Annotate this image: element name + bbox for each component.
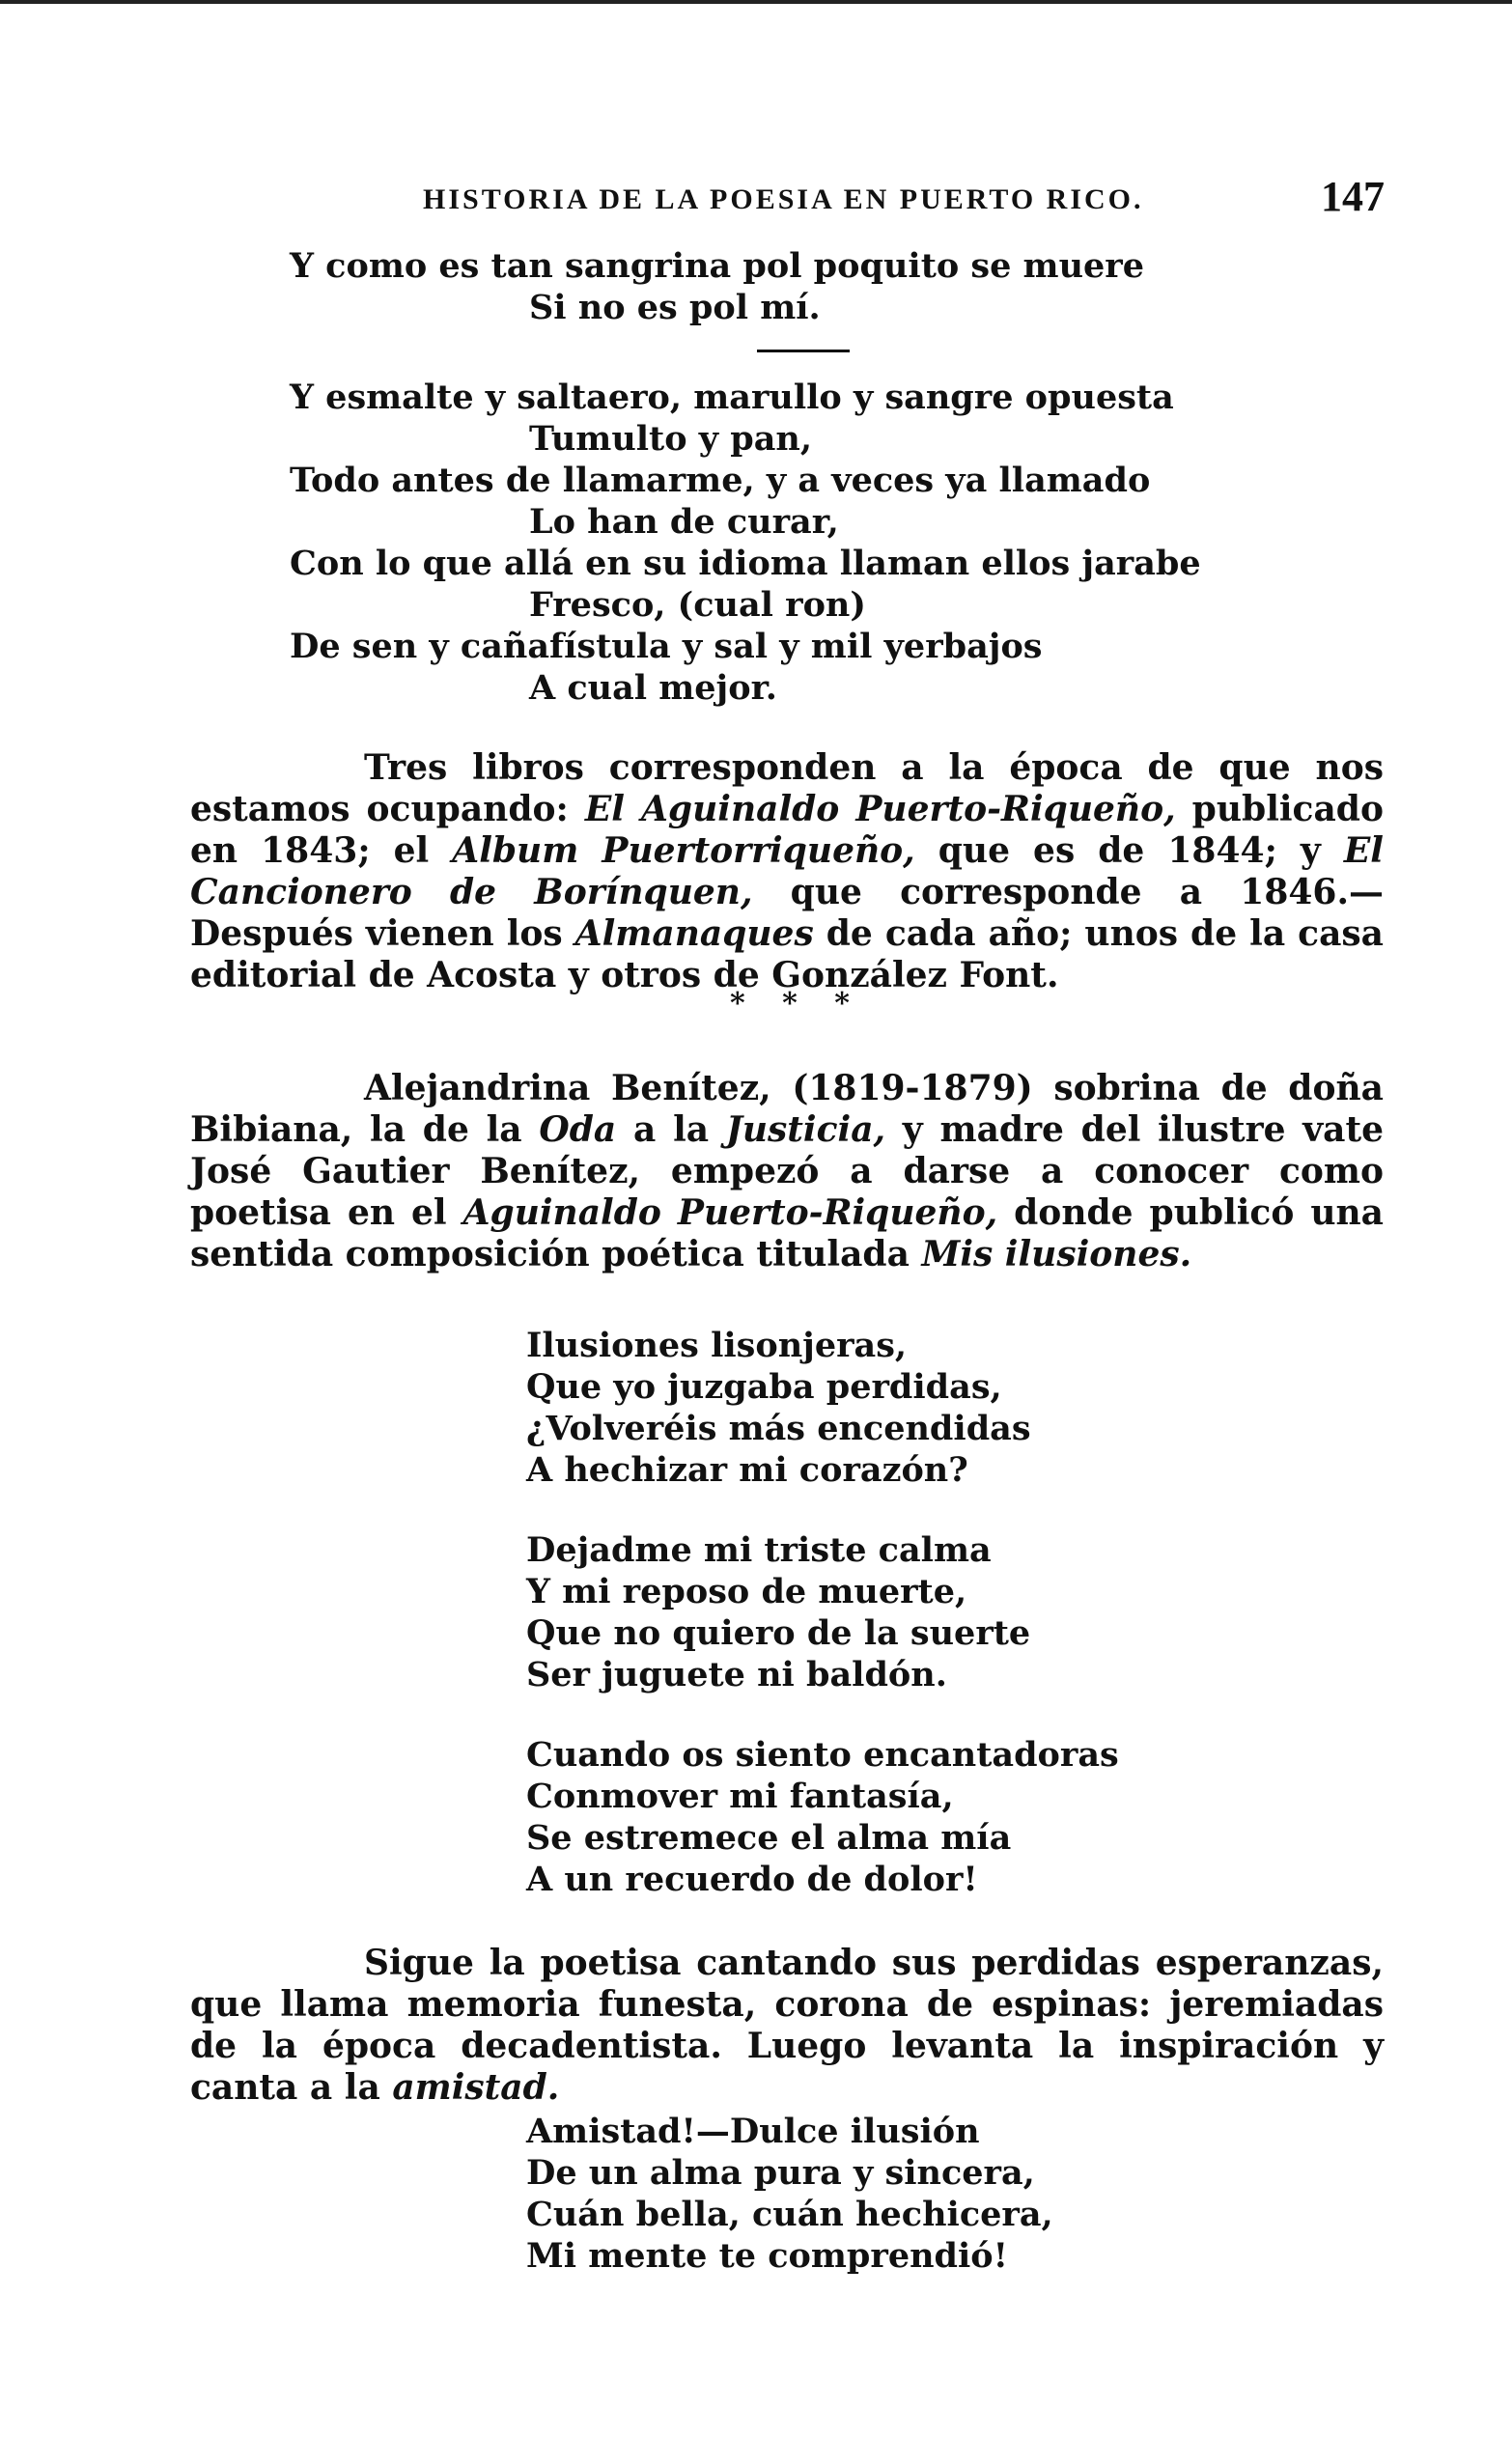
section-divider-asterisks: * * * [730,987,863,1021]
verse-line: Todo antes de llamarme, y a veces ya llamado [290,461,1151,500]
text-run: Tres libros corresponden a la época de que nos estamos ocupando: [190,747,1384,829]
verse-line: Y esmalte y saltaero, marullo y sangre opuesta [290,378,1174,417]
text-run: Alejandrina Benítez, (1819-1879) sobrina de doña Bibiana, la de la [190,1068,1384,1150]
italic-title: amistad. [392,2067,560,2108]
poem-stanza [526,1529,1119,1695]
verse-line: De sen y cañafístula y sal y mil yerbajos [290,627,1043,666]
verse-line: Fresco, (cual ron) [529,585,866,625]
paragraph-alejandrina [190,1068,1384,1275]
text-run: que es de 1844; y [914,830,1344,871]
poem-stanza [526,1734,1119,1900]
paragraph-amistad [190,1943,1384,2109]
italic-title: Justicia, [725,1109,886,1150]
poem-line: Se estremece el alma mía [526,1818,1012,1858]
poem-line: De un alma pura y sincera, [526,2153,1035,2193]
verse-line: Y como es tan sangrina pol poquito se muere [290,246,1145,286]
page-number: 147 [1321,173,1385,220]
poem-line: Y mi reposo de muerte, [526,1572,967,1611]
poem-line: ¿Volveréis más encendidas [526,1409,1031,1448]
text-run: donde publicó una sentida composición poética titulada [190,1192,1385,1274]
verse-stanza [290,377,1201,709]
italic-title: Oda [539,1109,617,1150]
top-edge-rule [0,0,1512,4]
paragraph-books [190,747,1384,996]
verse-fragment-top [290,245,1144,328]
text-run: que corresponde a 1846.—Después vienen los [190,872,1384,954]
text-run: de cada año; unos de la casa editorial de Acosta y otros de González Font. [190,913,1384,995]
text-run: a la [616,1109,726,1150]
poem-line: Amistad!—Dulce ilusión [526,2112,980,2151]
verse-line: A cual mejor. [529,668,777,708]
poem-line: Cuán bella, cuán hechicera, [526,2195,1053,2234]
page-header [0,172,1512,230]
poem-line: Mi mente te comprendió! [526,2236,1009,2276]
italic-title: Mis ilusiones. [921,1234,1192,1274]
running-title: HISTORIA DE LA POESIA EN PUERTO RICO. [423,183,1144,215]
text-run: Sigue la poetisa cantando sus perdidas esperanzas, que llama memoria funesta, corona de espinas: jeremiadas de la época decadentista. Luego levanta la inspiración y canta a la [190,1943,1384,2108]
poem-line: Que no quiero de la suerte [526,1613,1031,1653]
italic-title: Almanaques [574,913,814,954]
poem-line: A hechizar mi corazón? [526,1450,968,1490]
verse-line: Con lo que allá en su idioma llaman ellos jarabe [290,544,1201,583]
poem-line: Ser juguete ni baldón. [526,1655,947,1694]
poem-line: Dejadme mi triste calma [526,1530,992,1570]
text-run: publicado en 1843; el [190,789,1384,871]
italic-title: El Cancionero de Borínquen, [190,830,1384,912]
poem-amistad [526,2111,1053,2277]
verse-line: Tumulto y pan, [529,419,813,459]
poem-line: Ilusiones lisonjeras, [526,1326,908,1365]
section-rule [757,350,850,352]
italic-title: El Aguinaldo Puerto-Riqueño, [584,789,1176,829]
poem-line: Conmover mi fantasía, [526,1777,954,1816]
italic-title: Aguinaldo Puerto-Riqueño, [462,1192,998,1233]
poem-line: Cuando os siento encantadoras [526,1735,1119,1775]
italic-title: Album Puertorriqueño, [452,830,915,871]
poem-mis-ilusiones [526,1325,1119,1900]
verse-line: Lo han de curar, [529,502,839,542]
text-run: y madre del ilustre vate José Gautier Benítez, empezó a darse a conocer como poetisa en el [190,1109,1384,1233]
poem-line: A un recuerdo de dolor! [526,1860,978,1899]
poem-line: Que yo juzgaba perdidas, [526,1367,1002,1407]
poem-stanza [526,1325,1119,1491]
verse-line: Si no es pol mí. [529,288,821,327]
